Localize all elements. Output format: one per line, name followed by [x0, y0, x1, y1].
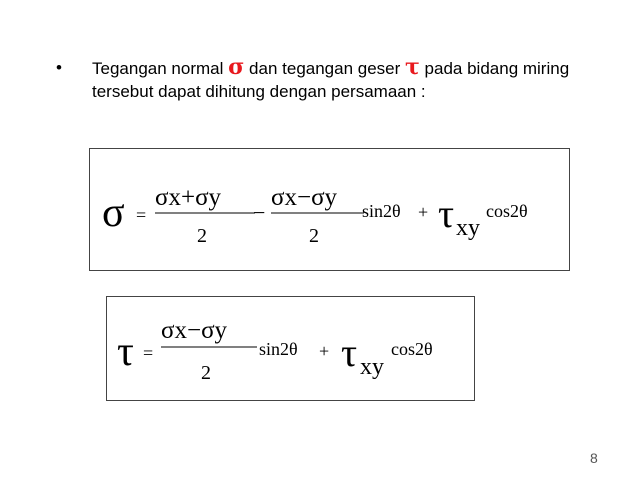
- sigma-symbol: σ: [228, 54, 245, 80]
- fraction1-denominator: 2: [197, 225, 207, 247]
- formula-minus: −: [253, 200, 266, 225]
- formula-plus: +: [319, 341, 330, 361]
- page-number: 8: [590, 450, 598, 466]
- fraction-denominator: 2: [201, 362, 211, 384]
- shear-stress-formula: [107, 297, 474, 400]
- shear-stress-formula-box: [106, 296, 475, 401]
- cos-term: cos2θ: [391, 339, 433, 359]
- formula-tau: τ: [341, 330, 358, 375]
- normal-stress-formula-box: [89, 148, 570, 271]
- bullet-paragraph: [56, 54, 586, 103]
- tau-subscript: xy: [360, 354, 384, 380]
- bullet-text: [92, 56, 586, 103]
- bullet-text-part-3: pada bidang miring tersebut dapat dihitung dengan persamaan :: [92, 59, 570, 101]
- tau-subscript: xy: [456, 215, 480, 241]
- bullet-marker: •: [56, 58, 62, 77]
- formula-lhs-tau: τ: [117, 329, 134, 375]
- sin-term: sin2θ: [362, 201, 401, 221]
- fraction2-numerator: σx−σy: [271, 184, 338, 211]
- bullet-text-part-2: dan tegangan geser: [244, 59, 406, 78]
- formula-lhs-sigma: σ: [102, 190, 125, 236]
- formula-equals: =: [143, 343, 154, 363]
- formula-equals: =: [136, 205, 147, 225]
- fraction1-numerator: σx+σy: [155, 184, 222, 211]
- bullet-text-part-1: Tegangan normal: [92, 59, 229, 78]
- formula-plus: +: [418, 202, 429, 222]
- fraction2-denominator: 2: [309, 225, 319, 247]
- fraction-numerator: σx−σy: [161, 317, 228, 344]
- tau-symbol: τ: [405, 54, 420, 80]
- normal-stress-formula: [90, 149, 569, 270]
- cos-term: cos2θ: [486, 201, 528, 221]
- formula-tau: τ: [438, 191, 455, 236]
- sin-term: sin2θ: [259, 339, 298, 359]
